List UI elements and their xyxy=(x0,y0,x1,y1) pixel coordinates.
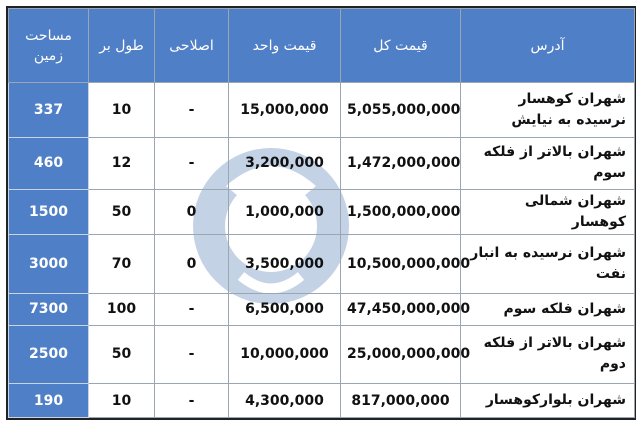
cell-amendment: 0 xyxy=(155,190,229,235)
cell-total-price: 5,055,000,000 xyxy=(341,83,461,138)
cell-area: 337 xyxy=(9,83,89,138)
header-area: مساحت زمین xyxy=(9,9,89,83)
cell-frontage: 70 xyxy=(89,235,155,294)
cell-amendment: - xyxy=(155,384,229,418)
cell-amendment: - xyxy=(155,325,229,384)
cell-amendment: - xyxy=(155,137,229,190)
cell-total-price: 25,000,000,000 xyxy=(341,325,461,384)
cell-unit-price: 4,300,000 xyxy=(229,384,341,418)
price-table-frame xyxy=(6,6,636,420)
cell-area: 3000 xyxy=(9,235,89,294)
cell-total-price: 47,450,000,000 xyxy=(341,294,461,326)
cell-area: 460 xyxy=(9,137,89,190)
table-row xyxy=(9,137,635,190)
table-row xyxy=(9,325,635,384)
cell-amendment: 0 xyxy=(155,235,229,294)
cell-address: شهران بلوارکوهسار xyxy=(461,384,635,418)
cell-address: شهران بالاتر از فلکه دوم xyxy=(461,325,635,384)
property-price-table xyxy=(8,8,635,418)
header-address: آدرس xyxy=(461,9,635,83)
cell-address: شهران کوهسار نرسیده به نیایش xyxy=(461,83,635,138)
cell-area: 2500 xyxy=(9,325,89,384)
table-row xyxy=(9,190,635,235)
cell-total-price: 817,000,000 xyxy=(341,384,461,418)
table-header-row xyxy=(9,9,635,83)
cell-address: شهران شمالی کوهسار xyxy=(461,190,635,235)
cell-total-price: 10,500,000,000 xyxy=(341,235,461,294)
cell-total-price: 1,472,000,000 xyxy=(341,137,461,190)
cell-frontage: 50 xyxy=(89,325,155,384)
header-amendment: اصلاحی xyxy=(155,9,229,83)
cell-address: شهران فلکه سوم xyxy=(461,294,635,326)
cell-amendment: - xyxy=(155,294,229,326)
cell-unit-price: 6,500,000 xyxy=(229,294,341,326)
cell-frontage: 100 xyxy=(89,294,155,326)
cell-frontage: 12 xyxy=(89,137,155,190)
cell-unit-price: 3,200,000 xyxy=(229,137,341,190)
cell-unit-price: 15,000,000 xyxy=(229,83,341,138)
cell-unit-price: 10,000,000 xyxy=(229,325,341,384)
cell-frontage: 10 xyxy=(89,384,155,418)
cell-address: شهران نرسیده به انبار نفت xyxy=(461,235,635,294)
cell-unit-price: 3,500,000 xyxy=(229,235,341,294)
table-row xyxy=(9,235,635,294)
cell-frontage: 10 xyxy=(89,83,155,138)
header-total-price: قیمت کل xyxy=(341,9,461,83)
cell-amendment: - xyxy=(155,83,229,138)
table-row xyxy=(9,83,635,138)
cell-address: شهران بالاتر از فلکه سوم xyxy=(461,137,635,190)
table-row xyxy=(9,294,635,326)
header-frontage: طول بر xyxy=(89,9,155,83)
cell-unit-price: 1,000,000 xyxy=(229,190,341,235)
cell-frontage: 50 xyxy=(89,190,155,235)
cell-area: 1500 xyxy=(9,190,89,235)
table-row xyxy=(9,384,635,418)
header-unit-price: قیمت واحد xyxy=(229,9,341,83)
cell-total-price: 1,500,000,000 xyxy=(341,190,461,235)
cell-area: 7300 xyxy=(9,294,89,326)
cell-area: 190 xyxy=(9,384,89,418)
